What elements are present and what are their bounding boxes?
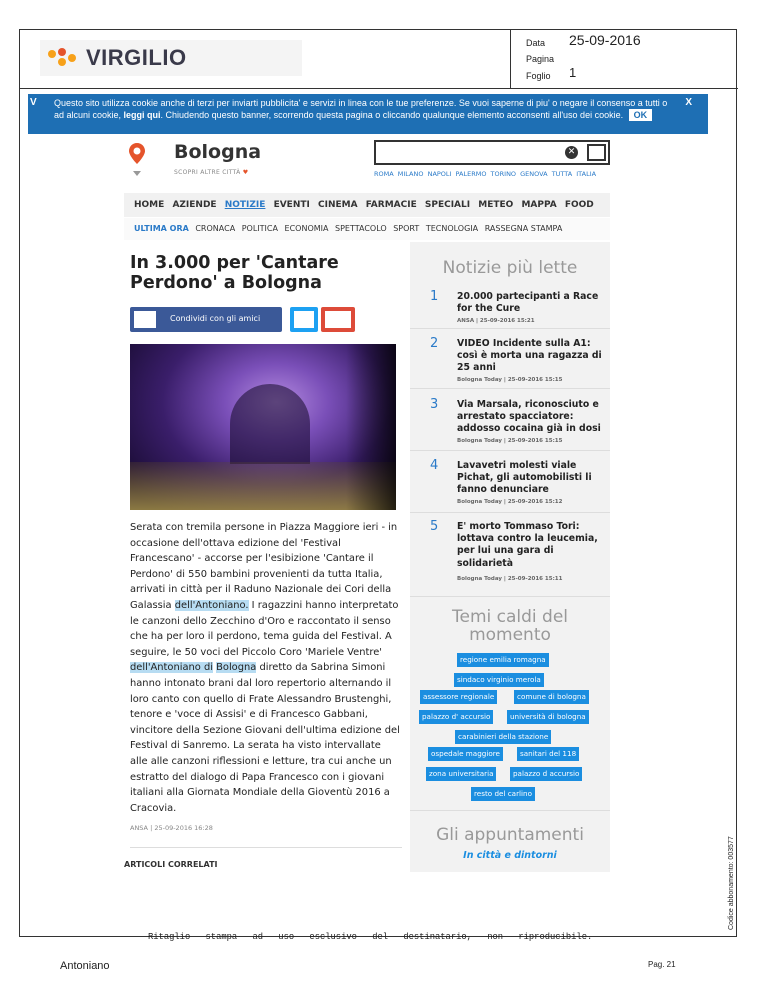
topic-tag[interactable]: comune di bologna xyxy=(514,690,589,704)
most-read-title: Via Marsala, riconosciuto e arrestato spacciatore: addosso cocaina già in dosi xyxy=(457,399,601,435)
clipping-disclaimer: Ritaglio stampa ad uso esclusivo del destinatario, non riproducibile. xyxy=(148,932,593,942)
most-read-source: Bologna Today | 25-09-2016 15:15 xyxy=(457,438,563,444)
most-read-source: Bologna Today | 25-09-2016 15:12 xyxy=(457,499,563,505)
cookie-text: Questo sito utilizza cookie anche di terzi per inviarti pubblicita' e servizi in linea con le tue preferenze. Se vuoi saperne di piu' o negare il consenso a tutti o ad alcuni cookie, xyxy=(54,98,668,120)
divider xyxy=(410,388,610,389)
subnav-economia[interactable]: ECONOMIA xyxy=(284,224,329,233)
article-title: In 3.000 per 'Cantare Perdono' a Bologna xyxy=(130,253,339,293)
subnav-rassegna-stampa[interactable]: RASSEGNA STAMPA xyxy=(484,224,563,233)
most-read-item[interactable] xyxy=(430,458,606,508)
virgilio-logo-icon xyxy=(48,48,82,68)
hot-topics-title-line-2: momento xyxy=(469,625,551,645)
cookie-read-more-link[interactable]: leggi qui xyxy=(123,110,161,120)
city-link-napoli[interactable]: NAPOLI xyxy=(427,170,452,178)
body-part-2: I ragazzini hanno interpretato le canzoni dello Zecchino d'Oro e raccontato il senso che ha per loro il perdono, tema guida del Festival. A seguire, le 50 voci del Piccolo Coro 'Mariele Ventre' xyxy=(130,599,399,658)
topic-tag[interactable]: assessore regionale xyxy=(420,690,497,704)
divider xyxy=(410,328,610,329)
nav-cinema[interactable]: CINEMA xyxy=(317,200,358,210)
cookie-banner xyxy=(28,94,708,134)
subscription-code: Codice abbonamento: 003577 xyxy=(728,836,735,930)
most-read-number: 4 xyxy=(430,458,439,473)
most-read-item[interactable] xyxy=(430,289,606,329)
heart-chevron-icon: ♥ xyxy=(242,169,249,176)
other-cities-link[interactable] xyxy=(174,169,248,176)
other-cities-label: SCOPRI ALTRE CITTÀ xyxy=(174,169,241,176)
share-label: Condividi con gli amici xyxy=(170,314,261,323)
nav-eventi[interactable]: EVENTI xyxy=(273,200,310,210)
main-nav xyxy=(124,193,610,217)
nav-food[interactable]: FOOD xyxy=(564,200,594,210)
divider xyxy=(410,450,610,451)
most-read-number: 3 xyxy=(430,397,439,412)
most-read-number: 5 xyxy=(430,519,439,534)
article-source: ANSA | 25-09-2016 16:28 xyxy=(130,824,213,832)
highlight-antoniano-di: dell'Antoniano di xyxy=(130,662,213,674)
facebook-share-button[interactable] xyxy=(130,307,282,332)
divider xyxy=(410,810,610,811)
google-share-button[interactable] xyxy=(321,307,355,332)
twitter-share-button[interactable] xyxy=(290,307,318,332)
hot-topics-title xyxy=(410,608,610,644)
nav-home[interactable]: HOME xyxy=(134,200,165,210)
most-read-number: 1 xyxy=(430,289,439,304)
topic-tag[interactable]: resto del carlino xyxy=(471,787,535,801)
most-read-item[interactable] xyxy=(430,397,606,447)
cookie-close-icon[interactable]: X xyxy=(685,97,692,108)
topic-tag[interactable]: università di bologna xyxy=(507,710,589,724)
most-read-source: ANSA | 25-09-2016 15:21 xyxy=(457,318,535,324)
virgilio-logo-text: VIRGILIO xyxy=(86,45,187,70)
topic-tag[interactable]: sanitari del 118 xyxy=(517,747,579,761)
city-link-palermo[interactable]: PALERMO xyxy=(455,170,487,178)
city-link-torino[interactable]: TORINO xyxy=(490,170,517,178)
topic-tag[interactable]: palazzo d accursio xyxy=(510,767,582,781)
most-read-number: 2 xyxy=(430,336,439,351)
twitter-icon xyxy=(294,311,314,328)
city-link-roma[interactable]: ROMA xyxy=(374,170,394,178)
most-read-title: Notizie più lette xyxy=(442,258,578,278)
highlight-antoniano: dell'Antoniano. xyxy=(174,599,249,611)
subnav-politica[interactable]: POLITICA xyxy=(241,224,278,233)
city-links xyxy=(374,170,596,178)
client-name: Antoniano xyxy=(60,960,110,972)
most-read-item[interactable] xyxy=(430,336,606,386)
google-plus-icon xyxy=(325,311,351,328)
most-read-title: Lavavetri molesti viale Pichat, gli automobilisti li fanno denunciare xyxy=(457,460,592,496)
chevron-down-icon[interactable] xyxy=(133,171,141,177)
search-button[interactable] xyxy=(587,144,606,161)
related-articles-heading: ARTICOLI CORRELATI xyxy=(124,860,218,869)
most-read-title: 20.000 partecipanti a Race for the Cure xyxy=(457,291,599,315)
sheet-value: 1 xyxy=(569,65,577,80)
clipping-meta xyxy=(510,29,738,89)
page-label: Pagina xyxy=(526,54,555,64)
nav-farmacie[interactable]: FARMACIE xyxy=(365,200,417,210)
divider xyxy=(410,512,610,513)
nav-meteo[interactable]: METEO xyxy=(478,200,514,210)
clear-search-icon[interactable]: ✕ xyxy=(565,146,578,159)
sidebar xyxy=(410,242,610,872)
most-read-source: Bologna Today | 25-09-2016 15:11 xyxy=(457,576,563,582)
most-read-title: E' morto Tommaso Tori: lottava contro la leucemia, per lui una gara di solidarietà xyxy=(457,521,598,569)
photo-shadow xyxy=(346,344,396,510)
virgilio-logo[interactable] xyxy=(40,40,302,76)
subnav-sport[interactable]: SPORT xyxy=(393,224,420,233)
article-photo xyxy=(130,344,396,510)
page-number: Pag. 21 xyxy=(648,960,676,969)
topic-tag[interactable]: palazzo d' accursio xyxy=(419,710,493,724)
facebook-icon xyxy=(134,311,156,328)
topic-tag[interactable]: carabinieri della stazione xyxy=(455,730,551,744)
date-value: 25-09-2016 xyxy=(569,32,641,48)
subnav-ultima-ora[interactable]: ULTIMA ORA xyxy=(134,224,189,233)
photo-arch xyxy=(230,384,310,464)
nav-notizie[interactable]: NOTIZIE xyxy=(224,200,266,210)
nav-aziende[interactable]: AZIENDE xyxy=(172,200,217,210)
subnav-tecnologia[interactable]: TECNOLOGIA xyxy=(425,224,479,233)
most-read-item[interactable] xyxy=(430,519,606,582)
search-box[interactable] xyxy=(374,140,610,165)
hot-topics-title-line-1: Temi caldi del xyxy=(451,607,569,627)
body-part-1: Serata con tremila persone in Piazza Maggiore ieri - in occasione dell'ottava edizione del 'Festival Francescano' - accorse per l'esibizione 'Cantare il Perdono' di 550 bambini provenienti da tutta Italia, arrivati in città per il Raduno Nazionale dei Cori della Galassia xyxy=(130,522,398,611)
topic-tag[interactable]: zona universitaria xyxy=(426,767,496,781)
highlight-bologna: Bologna xyxy=(216,662,257,674)
events-title: Gli appuntamenti xyxy=(436,825,584,845)
subnav-cronaca[interactable]: CRONACA xyxy=(195,224,236,233)
nav-speciali[interactable]: SPECIALI xyxy=(424,200,471,210)
city-link-milano[interactable]: MILANO xyxy=(397,170,424,178)
city-link-genova[interactable]: GENOVA xyxy=(520,170,548,178)
city-link-tutta-italia[interactable]: TUTTA ITALIA xyxy=(551,170,597,178)
events-subtitle[interactable]: In città e dintorni xyxy=(463,850,557,861)
date-label: Data xyxy=(526,38,546,48)
topic-tag[interactable]: sindaco virginio merola xyxy=(454,673,544,687)
subnav-spettacolo[interactable]: SPETTACOLO xyxy=(335,224,387,233)
most-read-title: VIDEO Incidente sulla A1: così è morta una ragazza di 25 anni xyxy=(457,338,602,374)
article-body xyxy=(130,520,400,816)
sub-nav xyxy=(124,218,610,240)
topic-tag[interactable]: regione emilia romagna xyxy=(457,653,549,667)
location-pin-icon xyxy=(128,142,146,166)
sheet-label: Foglio xyxy=(526,71,551,81)
divider xyxy=(410,596,610,597)
city-title: Bologna xyxy=(174,141,262,163)
nav-mappa[interactable]: MAPPA xyxy=(521,200,557,210)
cookie-text-2: . Chiudendo questo banner, scorrendo questa pagina o cliccando qualunque elemento acconsenti all'uso dei cookie. xyxy=(160,110,624,120)
cookie-ok-button[interactable]: OK xyxy=(629,109,653,121)
divider xyxy=(130,847,402,848)
cookie-banner-edge-char: V xyxy=(30,97,37,108)
topic-tag[interactable]: ospedale maggiore xyxy=(428,747,503,761)
body-part-3: diretto da Sabrina Simoni hanno intonato brani dal loro repertorio alternando il loro canto con quello di Frate Alessandro Brustenghi, tenore e 'voce di Assisi' e di Francesco Gabbani, vincitore della Sezione Giovani dell'ultima edizione del Festival di Sanremo. La serata ha visto intervallate alle alle canzoni riflessioni e letture, tra cui anche un estratto del dialogo di Papa Francesco con i giovani italiani alla Giornata Mondiale della Gioventù 2016 a Cracovia. xyxy=(130,662,400,814)
most-read-source: Bologna Today | 25-09-2016 15:15 xyxy=(457,377,563,383)
